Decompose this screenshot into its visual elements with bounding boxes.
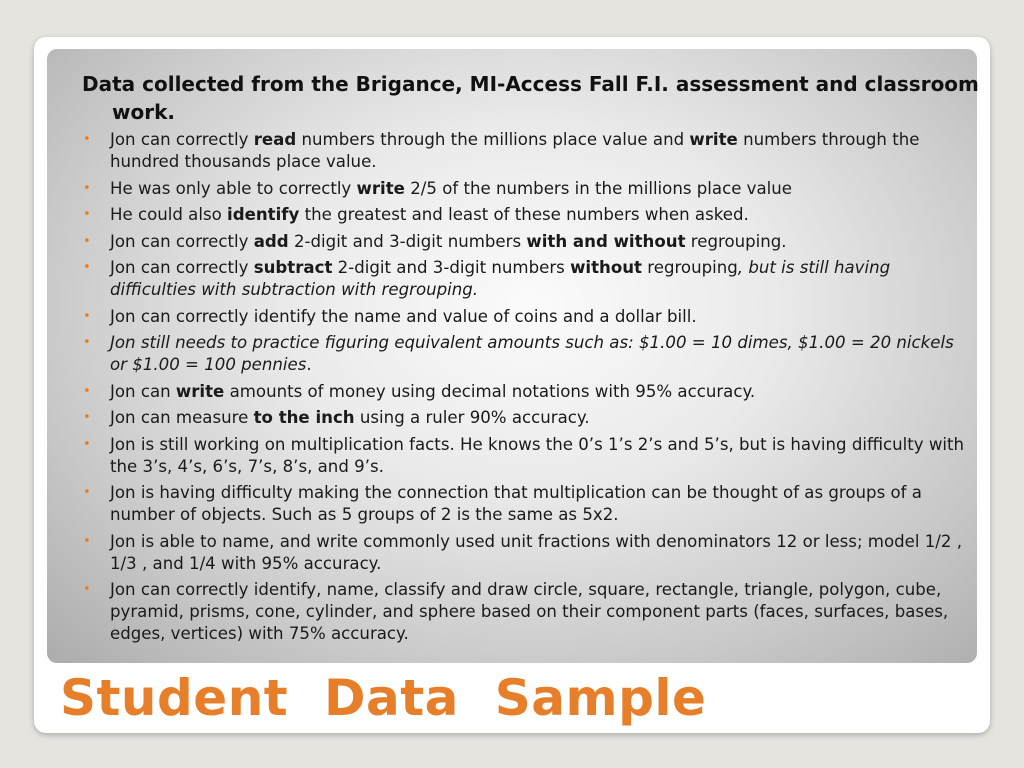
bullet-text-segment: regrouping <box>642 258 738 277</box>
bullet-text-segment: to the inch <box>253 408 355 427</box>
bullet-item <box>82 579 972 645</box>
bullet-text-segment: Jon can correctly <box>110 258 254 277</box>
bullet-dot-icon: • <box>83 485 91 500</box>
bullet-text-segment: amounts of money using decimal notations with 95% accuracy. <box>224 381 756 401</box>
bullet-text-segment: numbers through the millions place value and <box>296 130 690 149</box>
bullet-text-segment: 2-digit and 3-digit numbers <box>332 258 571 277</box>
bullet-text-segment: Jon can correctly <box>110 231 254 251</box>
bullet-dot-icon: • <box>83 180 91 196</box>
bullet-dot-icon: • <box>83 335 91 350</box>
bullet-item <box>82 482 972 526</box>
bullet-list <box>82 129 972 650</box>
bullet-text-segment: read <box>253 130 297 149</box>
bullet-text-segment: He was only able to correctly <box>110 178 357 198</box>
bullet-text-segment: Jon is having difficulty making the connection that multiplication can be thought of as groups of a number of objects. Such as 5 groups of 2 is the same as 5x2. <box>110 483 922 524</box>
bullet-text-segment: write <box>356 178 405 198</box>
bullet-dot-icon: • <box>83 207 91 222</box>
bullet-text-segment: using a ruler 90% accuracy. <box>354 408 590 427</box>
bullet-text-segment: Jon is able to name, and write commonly used unit fractions with denominators 12 or less; model 1/2 , 1/3 , and 1/4 with 95% accuracy. <box>110 531 963 573</box>
bullet-text-segment: 2/5 of the numbers in the millions place value <box>404 178 792 198</box>
bullet-item <box>82 204 972 226</box>
bullet-dot-icon: • <box>83 436 91 452</box>
bullet-text-segment: with and without <box>526 231 686 251</box>
bullet-text-segment: Jon can measure <box>110 408 254 427</box>
bullet-dot-icon: • <box>83 260 91 275</box>
bullet-text-segment: without <box>570 258 642 277</box>
bullet-text-segment: , but is still having difficulties with subtraction with regrouping. <box>110 258 891 299</box>
bullet-dot-icon: • <box>83 383 91 399</box>
bullet-text-segment: numbers through the hundred thousands place value. <box>110 130 920 171</box>
bullet-text-segment: identify <box>227 205 300 224</box>
bullet-dot-icon: • <box>83 582 91 597</box>
bullet-item <box>82 178 972 200</box>
bullet-dot-icon: • <box>83 233 91 249</box>
bullet-text-segment: subtract <box>253 258 333 277</box>
bullet-text-segment: regrouping. <box>685 231 787 251</box>
bullet-text-segment: Jon still needs to practice figuring equivalent amounts such as: $1.00 = 10 dimes, $1.00 = 20 nickels or $1.00 = 100 pennies <box>110 333 954 374</box>
bullet-text-segment: 2-digit and 3-digit numbers <box>288 231 527 251</box>
bullet-text-segment: . <box>306 355 312 374</box>
bullet-item <box>82 332 972 376</box>
bullet-item <box>82 531 972 575</box>
bullet-dot-icon: • <box>83 410 91 425</box>
bullet-text-segment: Jon can correctly identify the name and value of coins and a dollar bill. <box>110 306 697 326</box>
bullet-text-segment: Jon can <box>110 381 176 401</box>
bullet-dot-icon: • <box>83 533 91 549</box>
bullet-item <box>82 381 972 403</box>
bullet-text-segment: Jon can correctly identify, name, classify and draw circle, square, rectangle, triangle, polygon, cube, pyramid, prisms, cone, cylinder, and sphere based on their component parts (faces, surfaces, bases, edges, vertices) with 75% accuracy. <box>110 580 949 643</box>
bullet-text-segment: add <box>253 231 289 251</box>
bullet-text-segment: Jon is still working on multiplication facts. He knows the 0’s 1’s 2’s and 5’s, but is having difficulty with the 3’s, 4’s, 6’s, 7’s, 8’s, and 9’s. <box>110 434 965 476</box>
section-heading: Data collected from the Brigance, MI-Access Fall F.I. assessment and classroom work. <box>82 72 979 124</box>
slide-title: Student Data Sample <box>60 669 707 727</box>
bullet-dot-icon: • <box>83 308 91 324</box>
bullet-item <box>82 434 972 478</box>
bullet-item <box>82 257 972 301</box>
bullet-item <box>82 407 972 429</box>
bullet-text-segment: write <box>689 130 738 149</box>
bullet-text-segment: Jon can correctly <box>110 130 254 149</box>
bullet-item <box>82 231 972 253</box>
bullet-item <box>82 129 972 173</box>
bullet-dot-icon: • <box>83 132 91 147</box>
bullet-item <box>82 306 972 328</box>
bullet-text-segment: write <box>175 381 225 401</box>
bullet-text-segment: the greatest and least of these numbers when asked. <box>299 205 749 224</box>
bullet-text-segment: He could also <box>110 205 228 224</box>
